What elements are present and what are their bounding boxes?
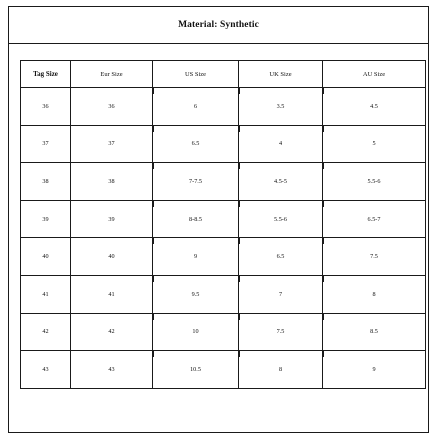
cell-au-size [323, 163, 426, 201]
table-row [21, 275, 426, 313]
cell-value: 8-8.5 [189, 215, 202, 223]
cell-au-size [323, 313, 426, 351]
cell-tag-size [21, 200, 71, 238]
cell-us-size [153, 163, 239, 201]
cell-value: 8.5 [370, 328, 378, 336]
cell-eur-size [71, 125, 153, 163]
table-row [21, 163, 426, 201]
cell-value: 6 [193, 102, 198, 110]
cell-value: 41 [108, 290, 115, 298]
cell-value: 3.5 [276, 102, 285, 110]
cell-au-size [323, 275, 426, 313]
cell-divider-mark [153, 238, 158, 244]
cell-divider-mark [323, 351, 328, 357]
cell-divider-mark [153, 351, 158, 357]
cell-divider-mark [239, 238, 244, 244]
cell-value: 6.5 [276, 253, 285, 261]
cell-uk-size [239, 125, 323, 163]
table-row [21, 313, 426, 351]
cell-value: 4.5 [370, 102, 378, 110]
cell-divider-mark [153, 163, 158, 169]
cell-eur-size [71, 238, 153, 276]
cell-us-size [153, 125, 239, 163]
cell-divider-mark [153, 88, 158, 94]
cell-uk-size [239, 275, 323, 313]
cell-value: 5.5-6 [274, 215, 287, 223]
cell-value: 4.5-5 [274, 177, 287, 185]
cell-uk-size [239, 313, 323, 351]
cell-divider-mark [323, 276, 328, 282]
cell-divider-mark [323, 88, 328, 94]
cell-divider-mark [153, 276, 158, 282]
cell-divider-mark [239, 351, 244, 357]
cell-au-size [323, 88, 426, 126]
cell-us-size [153, 351, 239, 389]
cell-us-size [153, 200, 239, 238]
cell-value: 36 [108, 102, 115, 110]
cell-divider-mark [239, 314, 244, 320]
cell-value: 43 [42, 365, 49, 373]
cell-value: 38 [42, 177, 49, 185]
cell-divider-mark [153, 314, 158, 320]
table-row [21, 351, 426, 389]
title-band [8, 6, 429, 44]
cell-value: 5 [372, 140, 376, 148]
cell-divider-mark [323, 314, 328, 320]
cell-tag-size [21, 313, 71, 351]
cell-value: 37 [42, 140, 49, 148]
table-row [21, 238, 426, 276]
cell-uk-size [239, 163, 323, 201]
cell-divider-mark [239, 163, 244, 169]
cell-divider-mark [239, 276, 244, 282]
cell-value: 4 [278, 140, 283, 148]
cell-us-size [153, 313, 239, 351]
cell-divider-mark [153, 126, 158, 132]
cell-value: 7.5 [276, 328, 285, 336]
cell-us-size [153, 275, 239, 313]
cell-us-size [153, 88, 239, 126]
header-uk-size: UK Size [239, 61, 323, 88]
cell-divider-mark [323, 201, 328, 207]
cell-au-size [323, 200, 426, 238]
cell-value: 9 [372, 365, 376, 373]
cell-value: 7 [278, 290, 283, 298]
header-eur-size: Eur Size [71, 61, 153, 88]
header-us-size: US Size [153, 61, 239, 88]
header-tag-size: Tag Size [21, 61, 71, 88]
cell-uk-size [239, 351, 323, 389]
cell-uk-size [239, 200, 323, 238]
cell-value: 37 [108, 140, 115, 148]
cell-eur-size [71, 88, 153, 126]
cell-value: 42 [42, 328, 49, 336]
cell-eur-size [71, 163, 153, 201]
cell-tag-size [21, 125, 71, 163]
cell-divider-mark [239, 88, 244, 94]
cell-au-size [323, 351, 426, 389]
cell-divider-mark [323, 126, 328, 132]
cell-divider-mark [323, 163, 328, 169]
cell-value: 7-7.5 [189, 177, 202, 185]
cell-tag-size [21, 238, 71, 276]
cell-divider-mark [239, 201, 244, 207]
cell-uk-size [239, 238, 323, 276]
cell-value: 5.5-6 [367, 177, 381, 185]
cell-value: 10.5 [190, 365, 201, 373]
cell-tag-size [21, 351, 71, 389]
table-header-row [21, 61, 426, 88]
cell-value: 36 [42, 102, 49, 110]
cell-value: 40 [42, 253, 49, 261]
cell-value: 39 [108, 215, 115, 223]
cell-eur-size [71, 351, 153, 389]
table-row [21, 125, 426, 163]
cell-value: 43 [108, 365, 115, 373]
cell-value: 6.5 [191, 140, 200, 148]
cell-value: 9.5 [191, 290, 200, 298]
cell-divider-mark [239, 126, 244, 132]
cell-value: 39 [42, 215, 49, 223]
table-row [21, 200, 426, 238]
cell-eur-size [71, 200, 153, 238]
cell-au-size [323, 238, 426, 276]
cell-tag-size [21, 88, 71, 126]
header-au-size: AU Size [323, 61, 426, 88]
cell-value: 38 [108, 177, 115, 185]
cell-value: 40 [108, 253, 115, 261]
cell-au-size [323, 125, 426, 163]
page-title: Material: Synthetic [178, 19, 259, 30]
cell-tag-size [21, 163, 71, 201]
cell-value: 10 [192, 328, 199, 336]
table-row [21, 88, 426, 126]
cell-value: 7.5 [370, 253, 378, 261]
cell-eur-size [71, 275, 153, 313]
cell-uk-size [239, 88, 323, 126]
cell-value: 41 [42, 290, 49, 298]
size-chart-table [20, 60, 426, 389]
cell-tag-size [21, 275, 71, 313]
cell-value: 6.5-7 [367, 215, 381, 223]
cell-divider-mark [153, 201, 158, 207]
cell-value: 8 [372, 290, 376, 298]
cell-us-size [153, 238, 239, 276]
cell-value: 42 [108, 328, 115, 336]
cell-value: 8 [278, 365, 283, 373]
cell-value: 9 [193, 253, 198, 261]
cell-divider-mark [323, 238, 328, 244]
cell-eur-size [71, 313, 153, 351]
